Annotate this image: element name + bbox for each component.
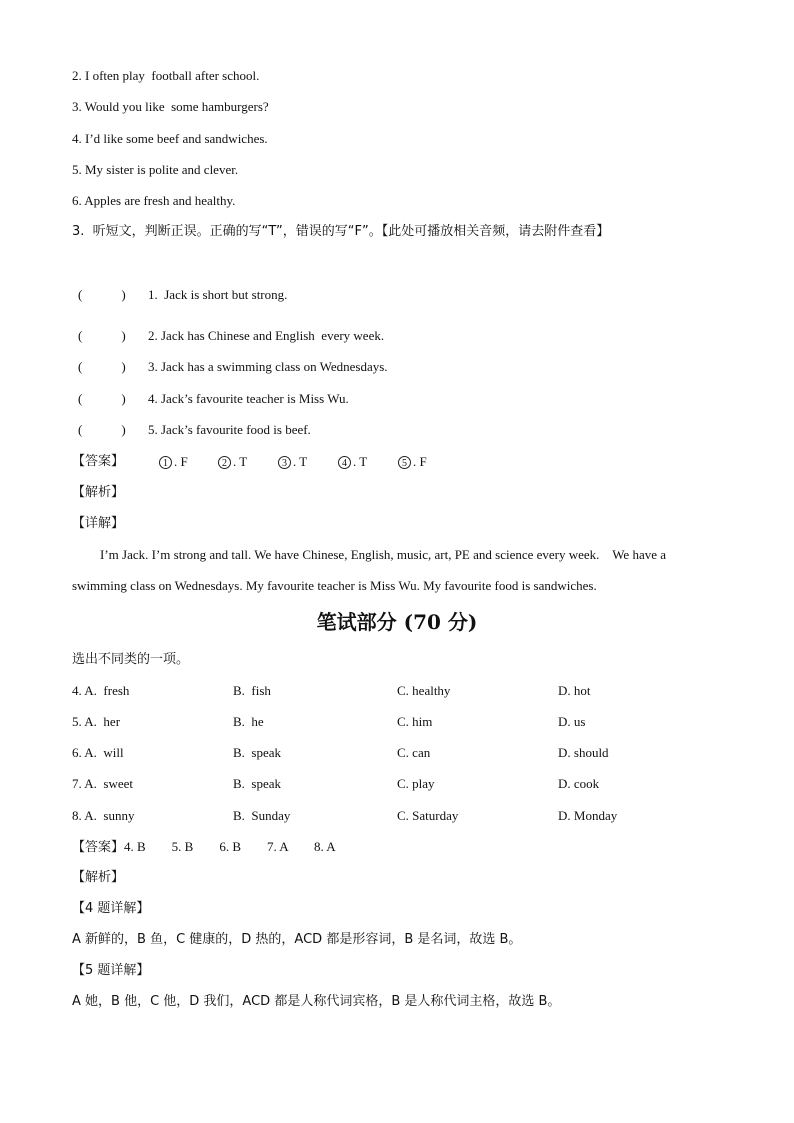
circled-number: 4 [338, 456, 351, 469]
tf-item: 5. Jack’s favourite food is beef. [148, 422, 311, 437]
question-option-d: D. us [558, 714, 586, 729]
tf-answer [398, 454, 427, 470]
tf-answer-value: . F [413, 454, 427, 469]
sentence-5: 5. My sister is polite and clever. [72, 162, 239, 177]
tf-answer [218, 454, 247, 470]
question-option-a: 5. A. her [72, 714, 121, 729]
answer-blank: ( ) [78, 287, 126, 302]
question-option-b: B. fish [233, 683, 271, 698]
odd-answers: 4. B 5. B 6. B 7. A 8. A [124, 839, 336, 854]
question-option-d: D. Monday [558, 808, 618, 823]
tf-answer-value: . T [233, 454, 248, 469]
section-heading: 笔试部分 (70 分) [316, 610, 478, 634]
question-option-b: B. speak [233, 776, 282, 791]
question-option-d: D. hot [558, 683, 591, 698]
detail-label: 【详解】 [72, 516, 125, 531]
answer-blank: ( ) [78, 359, 126, 374]
tf-item: 1. Jack is short but strong. [148, 287, 288, 302]
analysis-label: 【解析】 [72, 485, 125, 500]
sentence-4: 4. I’d like some beef and sandwiches. [72, 131, 268, 146]
tf-answer [159, 454, 188, 470]
answer-blank: ( ) [78, 422, 126, 437]
q5-detail: A 她，B 他，C 他，D 我们，ACD 都是人称代词宾格，B 是人称代词主格，故选 B。 [72, 994, 561, 1009]
answer-blank: ( ) [78, 328, 126, 343]
tf-answer-value: . T [353, 454, 368, 469]
q4-detail: A 新鲜的，B 鱼，C 健康的，D 热的，ACD 都是形容词，B 是名词，故选 B。 [72, 932, 522, 947]
q4-detail-label: 【4 题详解】 [72, 901, 150, 916]
question-option-b: B. speak [233, 745, 282, 760]
tf-answer [278, 454, 307, 470]
tf-answer-value: . T [293, 454, 308, 469]
question-option-c: C. Saturday [397, 808, 459, 823]
tf-item: 4. Jack’s favourite teacher is Miss Wu. [148, 391, 349, 406]
odd-one-instruction: 选出不同类的一项。 [72, 652, 190, 667]
question-option-a: 4. A. fresh [72, 683, 130, 698]
circled-number: 2 [218, 456, 231, 469]
circled-number: 1 [159, 456, 172, 469]
question-option-d: D. cook [558, 776, 600, 791]
sentence-2: 2. I often play football after school. [72, 68, 260, 83]
question-option-c: C. play [397, 776, 435, 791]
tf-answer [338, 454, 367, 470]
question-3-instruction: 3. 听短文，判断正误。正确的写“T”，错误的写“F”。【此处可播放相关音频，请去附件查看】 [72, 224, 610, 239]
question-option-c: C. him [397, 714, 433, 729]
answer-label: 【答案】 [72, 454, 125, 469]
tf-item: 3. Jack has a swimming class on Wednesdays. [148, 359, 388, 374]
sentence-6: 6. Apples are fresh and healthy. [72, 193, 236, 208]
question-option-a: 6. A. will [72, 745, 124, 760]
passage-line-2: swimming class on Wednesdays. My favourite teacher is Miss Wu. My favourite food is sandwiches. [72, 578, 597, 593]
sentence-3: 3. Would you like some hamburgers? [72, 99, 269, 114]
circled-number: 5 [398, 456, 411, 469]
tf-answer-value: . F [174, 454, 188, 469]
question-option-d: D. should [558, 745, 609, 760]
answer-blank: ( ) [78, 391, 126, 406]
answer-label: 【答案】 [72, 840, 125, 855]
question-option-c: C. can [397, 745, 431, 760]
question-option-a: 7. A. sweet [72, 776, 134, 791]
odd-answer-row [72, 839, 336, 856]
question-option-c: C. healthy [397, 683, 451, 698]
q5-detail-label: 【5 题详解】 [72, 963, 150, 978]
passage-line-1: I’m Jack. I’m strong and tall. We have Chinese, English, music, art, PE and science every week. We have a [100, 547, 667, 562]
question-option-a: 8. A. sunny [72, 808, 135, 823]
analysis-label-2: 【解析】 [72, 870, 125, 885]
question-option-b: B. Sunday [233, 808, 291, 823]
question-option-b: B. he [233, 714, 264, 729]
tf-item: 2. Jack has Chinese and English every week. [148, 328, 385, 343]
circled-number: 3 [278, 456, 291, 469]
